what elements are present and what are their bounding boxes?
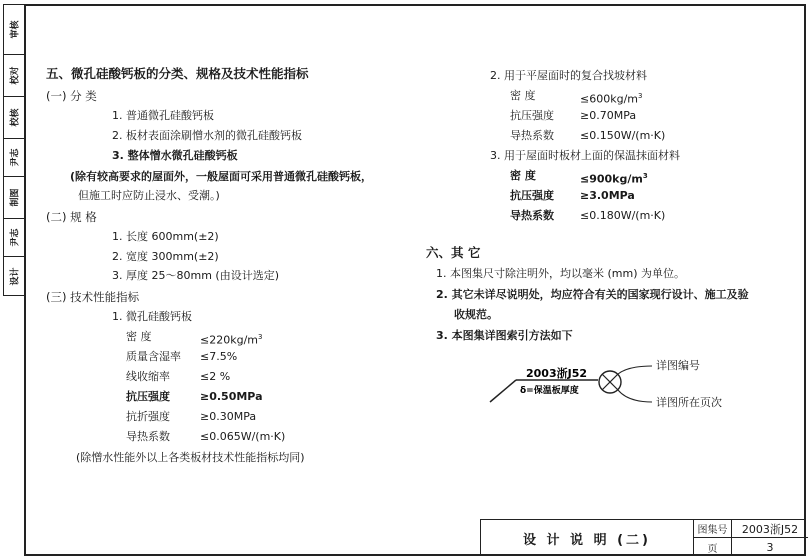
page-value: 3 (766, 540, 774, 554)
page-row (694, 538, 808, 556)
other-item: 1. 本图集尺寸除注明外，均以毫米 (mm) 为单位。 (436, 267, 685, 280)
item3-value (580, 169, 648, 187)
sidebar-cell-text: 尹志 (10, 148, 21, 167)
perf-value: ≥0.50MPa (200, 390, 263, 403)
callout-line-top (618, 366, 652, 374)
sidebar-cell-design (4, 257, 24, 296)
ref-subtext: δ=保温板厚度 (520, 386, 579, 396)
spec-item: 2. 宽度 300mm(±2) (112, 250, 219, 263)
item3-value-text: ≤900kg/m (580, 172, 643, 186)
perf-key: 线收缩率 (126, 370, 170, 383)
item2-key: 密 度 (510, 89, 536, 102)
perf-key: 抗压强度 (126, 390, 170, 403)
callout-line-bottom (618, 390, 652, 402)
performance-subtitle: 1. 微孔硅酸钙板 (112, 310, 192, 323)
title-block-grid (693, 520, 807, 556)
item2-value (580, 89, 642, 107)
section5-title: 五、微孔硅酸钙板的分类、规格及技术性能指标 (46, 66, 309, 81)
perf-key: 密 度 (126, 330, 152, 343)
sidebar-cell-verify (4, 97, 24, 139)
item3-value: ≥3.0MPa (580, 189, 635, 202)
item2-value: ≤0.150W/(m·K) (580, 129, 666, 142)
perf-value: ≤2 % (200, 370, 231, 383)
classification-note: (除有较高要求的屋面外，一般屋面可采用普通微孔硅酸钙板， (70, 170, 373, 183)
performance-title: (三) 技术性能指标 (46, 290, 140, 304)
page-key: 页 (694, 538, 732, 556)
sidebar-cell-text: 审核 (10, 20, 21, 39)
item2-value: ≥0.70MPa (580, 109, 637, 122)
sidebar-cell-text: 校对 (10, 66, 21, 85)
section6-title: 六、其 它 (426, 245, 481, 260)
sidebar-cell-text: 校核 (10, 108, 21, 127)
item3-title: 3. 用于屋面时板材上面的保温抹面材料 (490, 149, 680, 162)
sidebar-cell-signature (4, 139, 24, 177)
item3-key: 抗压强度 (510, 189, 554, 202)
item3-key: 导热系数 (510, 209, 554, 222)
perf-key: 抗折强度 (126, 410, 170, 423)
item3-value: ≤0.180W/(m·K) (580, 209, 666, 222)
sidebar-cell-check (4, 55, 24, 97)
sidebar-cell-drawing (4, 177, 24, 219)
perf-value: ≥0.30MPa (200, 410, 257, 423)
perf-value: ≤0.065W/(m·K) (200, 430, 286, 443)
sidebar-cell-signature (4, 219, 24, 257)
spec-title: (二) 规 格 (46, 210, 97, 224)
classification-note: 但施工时应防止浸水、受潮。) (78, 189, 220, 202)
other-item: 2. 其它未详尽说明处，均应符合有关的国家现行设计、施工及验 (436, 288, 749, 301)
unit-superscript: 3 (638, 92, 643, 100)
detail-index-symbol (488, 358, 668, 418)
perf-key: 导热系数 (126, 430, 170, 443)
perf-key: 质量含湿率 (126, 350, 181, 363)
classification-item: 1. 普通微孔硅酸钙板 (112, 109, 214, 122)
drawing-title: 设 计 说 明 (二) (523, 532, 651, 548)
atlas-key: 图集号 (694, 520, 732, 537)
performance-note: (除憎水性能外以上各类板材技术性能指标均同) (76, 451, 305, 464)
sidebar-cell-text: 尹志 (10, 228, 21, 247)
perf-value-text: ≤220kg/m (200, 333, 258, 347)
signature-strip (3, 4, 24, 296)
perf-value (200, 330, 262, 348)
sidebar-cell-text: 制图 (10, 188, 21, 207)
ref-code: 2003浙J52 (526, 367, 588, 380)
ref-label-top: 详图编号 (656, 359, 700, 372)
classification-title: (一) 分 类 (46, 89, 97, 103)
leader-line (490, 380, 516, 402)
item2-title: 2. 用于平屋面时的复合找坡材料 (490, 69, 647, 82)
unit-superscript: 3 (642, 172, 648, 180)
other-item: 3. 本图集详图索引方法如下 (436, 329, 573, 342)
atlas-row (694, 520, 808, 538)
atlas-value: 2003浙J52 (741, 522, 799, 536)
spec-item: 1. 长度 600mm(±2) (112, 230, 219, 243)
title-block (480, 519, 806, 556)
ref-label-bottom: 详图所在页次 (656, 396, 722, 409)
sidebar-cell-text: 设计 (10, 267, 21, 286)
item2-key: 抗压强度 (510, 109, 554, 122)
perf-value: ≤7.5% (200, 350, 238, 363)
item2-key: 导热系数 (510, 129, 554, 142)
item3-key: 密 度 (510, 169, 536, 182)
spec-item: 3. 厚度 25～80mm (由设计选定) (112, 269, 279, 282)
other-item: 收规范。 (454, 308, 498, 321)
sidebar-cell-review (4, 5, 24, 55)
item2-value-text: ≤600kg/m (580, 92, 638, 106)
unit-superscript: 3 (258, 333, 263, 341)
classification-item: 2. 板材表面涂刷憎水剂的微孔硅酸钙板 (112, 129, 302, 142)
classification-item: 3. 整体憎水微孔硅酸钙板 (112, 149, 238, 162)
